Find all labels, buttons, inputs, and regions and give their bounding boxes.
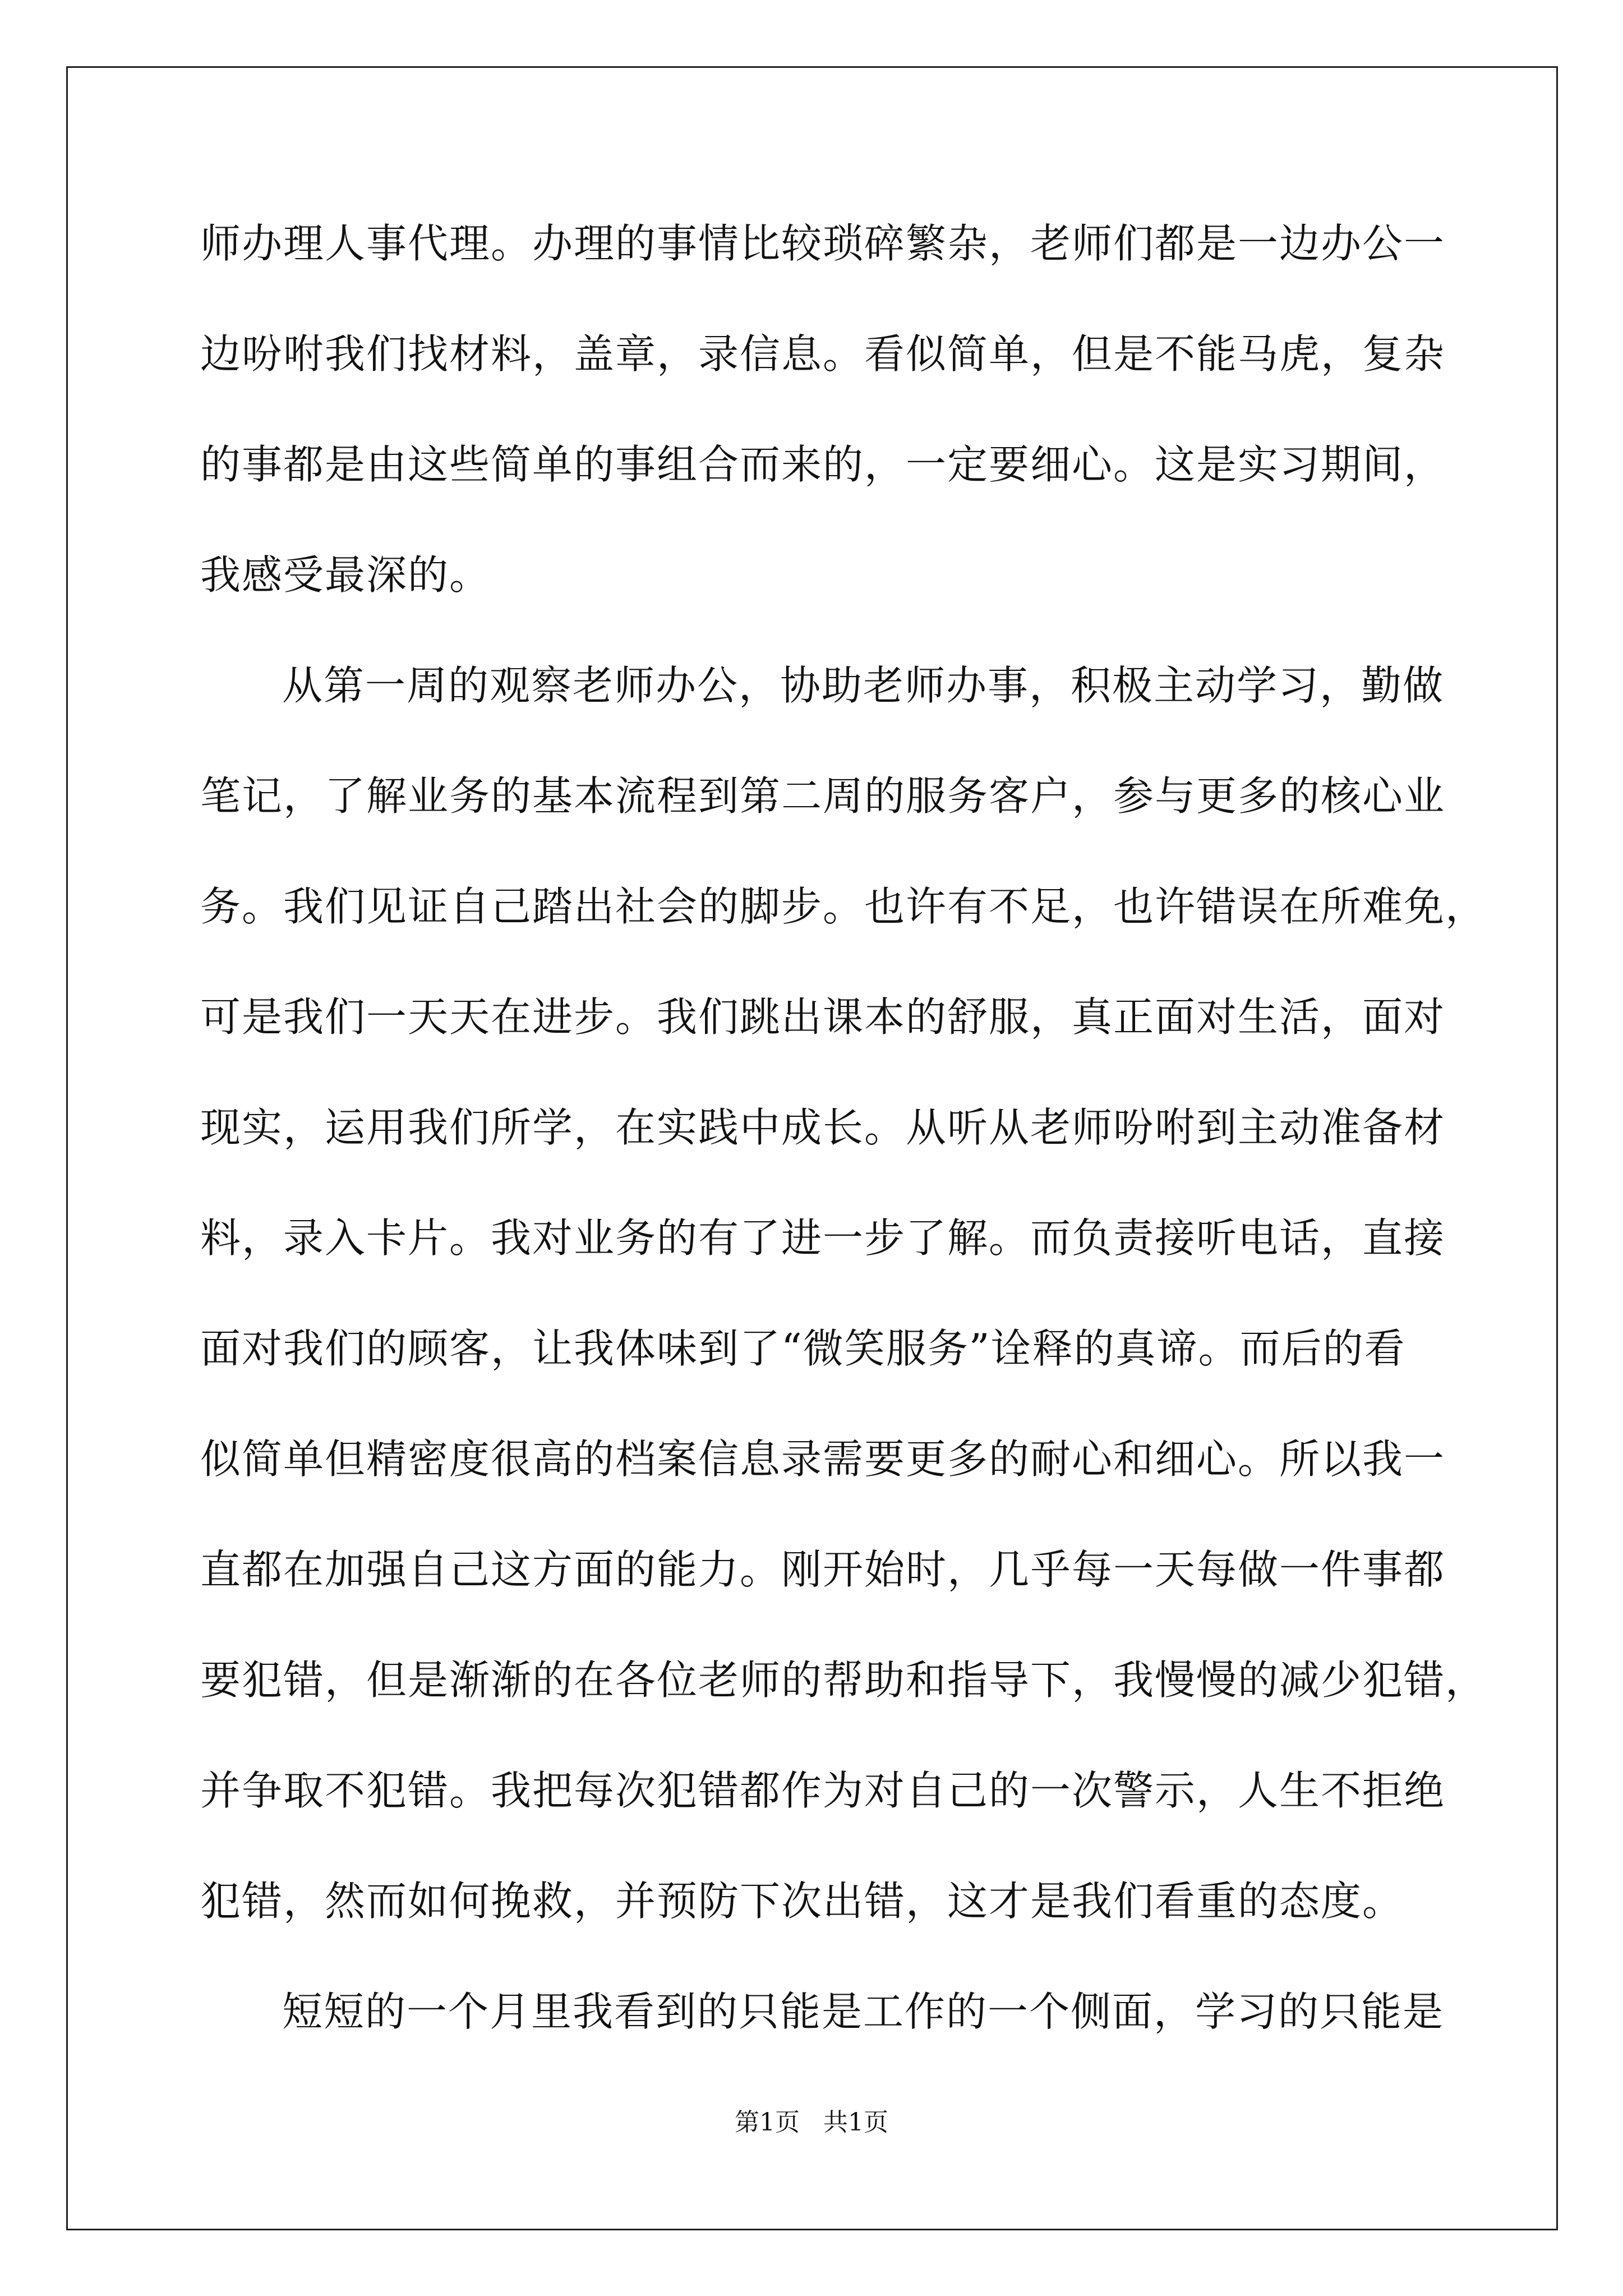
text-line: 似简单但精密度很高的档案信息录需要更多的耐心和细心。所以我一 xyxy=(200,1435,1446,1483)
paragraph-first-line: 短短的一个月里我看到的只能是工作的一个侧面，学习的只能是 xyxy=(282,1988,1445,2035)
paragraph-first-line: 从第一周的观察老师办公，协助老师办事，积极主动学习，勤做 xyxy=(282,662,1445,709)
text-line: 的事都是由这些简单的事组合而来的，一定要细心。这是实习期间， xyxy=(200,441,1446,488)
text-line: 要犯错，但是渐渐的在各位老师的帮助和指导下，我慢慢的减少犯错， xyxy=(200,1657,1487,1704)
text-line: 直都在加强自己这方面的能力。刚开始时，几乎每一天每做一件事都 xyxy=(200,1546,1446,1593)
page-footer xyxy=(0,2106,1623,2139)
text-line: 现实，运用我们所学，在实践中成长。从听从老师吩咐到主动准备材 xyxy=(200,1104,1446,1151)
text-line: 边吩咐我们找材料，盖章，录信息。看似简单，但是不能马虎，复杂 xyxy=(200,330,1446,378)
text-line: 我感受最深的。 xyxy=(200,551,491,599)
text-line: 面对我们的顾客，让我体味到了“微笑服务”诠释的真谛。而后的看 xyxy=(200,1325,1406,1372)
text-line: 可是我们一天天在进步。我们跳出课本的舒服，真正面对生活，面对 xyxy=(200,993,1446,1041)
page-number: 第1页 xyxy=(735,2108,800,2137)
page-total: 共1页 xyxy=(823,2108,888,2137)
text-line: 师办理人事代理。办理的事情比较琐碎繁杂，老师们都是一边办公一 xyxy=(200,220,1446,267)
text-line: 犯错，然而如何挽救，并预防下次出错，这才是我们看重的态度。 xyxy=(200,1878,1404,1925)
text-line: 料，录入卡片。我对业务的有了进一步了解。而负责接听电话，直接 xyxy=(200,1214,1446,1262)
text-line: 并争取不犯错。我把每次犯错都作为对自己的一次警示，人生不拒绝 xyxy=(200,1767,1446,1814)
text-line: 笔记，了解业务的基本流程到第二周的服务客户，参与更多的核心业 xyxy=(200,772,1446,820)
text-line: 务。我们见证自己踏出社会的脚步。也许有不足，也许错误在所难免， xyxy=(200,883,1487,930)
